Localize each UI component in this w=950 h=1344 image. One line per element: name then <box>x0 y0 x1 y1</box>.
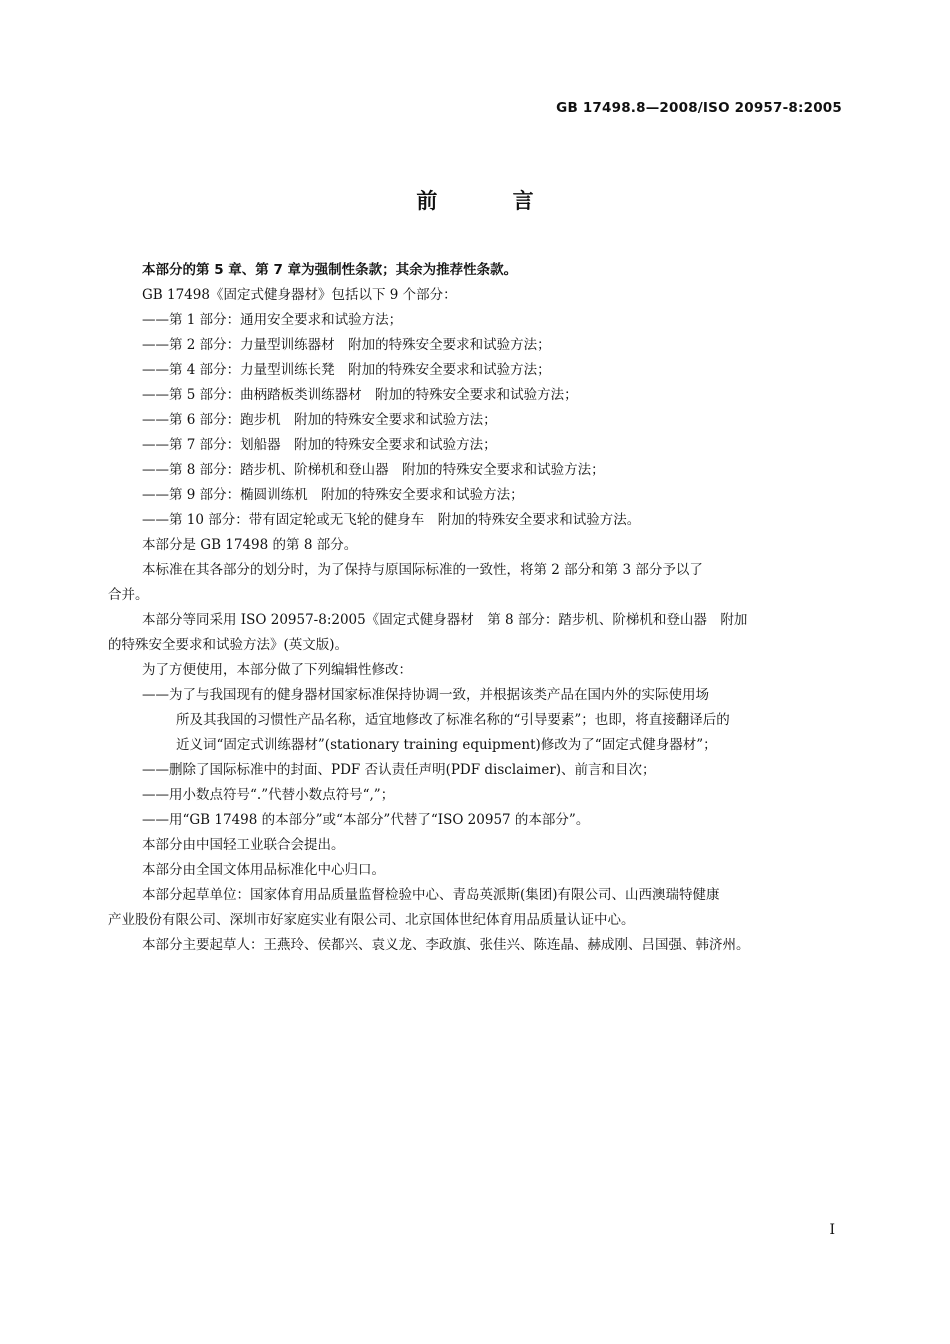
drafters-paragraph: 本部分主要起草人：王燕玲、侯都兴、袁义龙、李政旗、张佳兴、陈连晶、赫成刚、吕国强、韩济州。 <box>142 937 750 953</box>
list-item: ——第 2 部分：力量型训练器材 附加的特殊安全要求和试验方法； <box>142 337 551 353</box>
paragraph: 本标准在其各部分的划分时，为了保持与原国际标准的一致性，将第 2 部分和第 3 部分予以了 <box>142 562 703 578</box>
paragraph: 为了方便使用，本部分做了下列编辑性修改： <box>142 662 412 678</box>
foreword-body <box>108 258 844 958</box>
list-item: ——用“GB 17498 的本部分”或“本部分”代替了“ISO 20957 的本部分”。 <box>142 812 590 828</box>
list-item-continuation: 所及其我国的习惯性产品名称，适宜地修改了标准名称的“引导要素”；也即，将直接翻译后的 <box>176 712 730 728</box>
list-item: ——第 5 部分：曲柄踏板类训练器材 附加的特殊安全要求和试验方法； <box>142 387 578 403</box>
paragraph: 本部分由全国文体用品标准化中心归口。 <box>142 862 385 878</box>
series-intro: GB 17498《固定式健身器材》包括以下 9 个部分： <box>142 287 457 303</box>
paragraph: 本部分是 GB 17498 的第 8 部分。 <box>142 537 358 553</box>
paragraph: 本部分由中国轻工业联合会提出。 <box>142 837 345 853</box>
list-item: ——为了与我国现有的健身器材国家标准保持协调一致，并根据该类产品在国内外的实际使用场 <box>142 687 709 703</box>
list-item: ——第 7 部分：划船器 附加的特殊安全要求和试验方法； <box>142 437 497 453</box>
standard-code-header: GB 17498.8—2008/ISO 20957-8:2005 <box>556 100 842 116</box>
paragraph: 本部分等同采用 ISO 20957-8:2005《固定式健身器材 第 8 部分：踏步机、阶梯机和登山器 附加 <box>142 612 748 628</box>
page-title: 前 言 <box>416 189 568 213</box>
list-item: ——删除了国际标准中的封面、PDF 否认责任声明(PDF disclaimer)、前言和目次； <box>142 762 656 778</box>
paragraph-continuation: 产业股份有限公司、深圳市好家庭实业有限公司、北京国体世纪体育用品质量认证中心。 <box>108 912 635 928</box>
list-item: ——第 6 部分：跑步机 附加的特殊安全要求和试验方法； <box>142 412 497 428</box>
list-item: ——第 1 部分：通用安全要求和试验方法； <box>142 312 403 328</box>
paragraph: 本部分起草单位：国家体育用品质量监督检验中心、青岛英派斯(集团)有限公司、山西澳瑞特健康 <box>142 887 720 903</box>
list-item: ——第 9 部分：椭圆训练机 附加的特殊安全要求和试验方法； <box>142 487 524 503</box>
list-item: ——用小数点符号“.”代替小数点符号“,”； <box>142 787 395 803</box>
paragraph-continuation: 的特殊安全要求和试验方法》(英文版)。 <box>108 637 349 653</box>
page-number: I <box>829 1222 835 1238</box>
mandatory-clause-statement: 本部分的第 5 章、第 7 章为强制性条款；其余为推荐性条款。 <box>142 262 518 278</box>
list-item: ——第 4 部分：力量型训练长凳 附加的特殊安全要求和试验方法； <box>142 362 551 378</box>
list-item: ——第 8 部分：踏步机、阶梯机和登山器 附加的特殊安全要求和试验方法； <box>142 462 605 478</box>
list-item-continuation: 近义词“固定式训练器材”(stationary training equipment)修改为了“固定式健身器材”； <box>176 737 717 753</box>
paragraph-continuation: 合并。 <box>108 587 149 603</box>
list-item: ——第 10 部分：带有固定轮或无飞轮的健身车 附加的特殊安全要求和试验方法。 <box>142 512 641 528</box>
